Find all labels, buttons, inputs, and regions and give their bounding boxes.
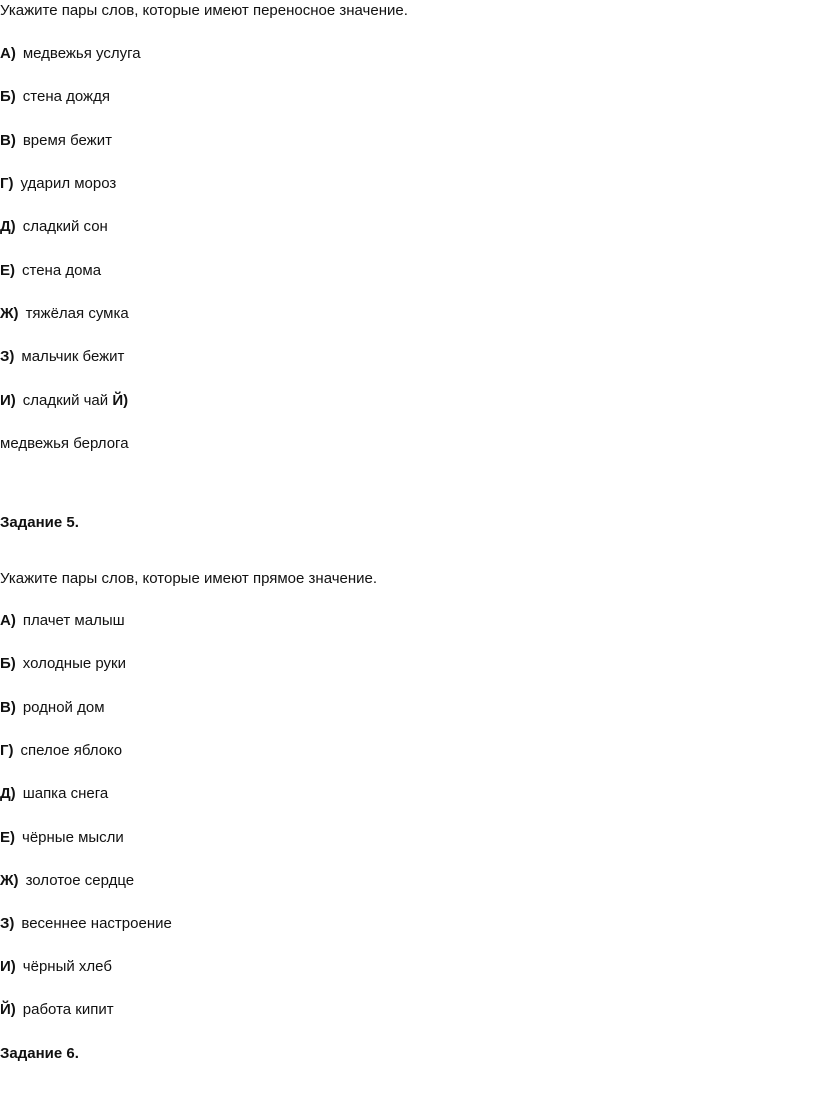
option-text: тяжёлая сумка <box>25 305 129 322</box>
option-letter: А) <box>0 45 16 62</box>
task6-heading: Задание 6. <box>0 1045 79 1062</box>
option-letter: И) <box>0 392 16 409</box>
option-text: сладкий сон <box>22 218 108 235</box>
option-letter: И) <box>0 958 16 975</box>
task5-option-j <box>0 1001 114 1019</box>
task5-option-b <box>0 655 126 673</box>
task4-option-g <box>0 175 116 193</box>
option-text: работа кипит <box>22 1001 114 1018</box>
option-text: спелое яблоко <box>20 742 123 759</box>
task4-option-zh <box>0 305 129 323</box>
option-text: время бежит <box>22 132 112 149</box>
option-letter: Е) <box>0 262 15 279</box>
option-letter: Г) <box>0 742 14 759</box>
option-text: мальчик бежит <box>21 348 125 365</box>
option-letter: В) <box>0 699 16 716</box>
option-letter: Ж) <box>0 872 19 889</box>
option-text: сладкий чай <box>22 392 109 409</box>
task4-instruction: Укажите пары слов, которые имеют переносное значение. <box>0 2 408 19</box>
task4-option-v <box>0 132 112 150</box>
task5-option-g <box>0 742 122 760</box>
option-letter: Б) <box>0 88 16 105</box>
option-text: ударил мороз <box>20 175 117 192</box>
option-letter: Ж) <box>0 305 19 322</box>
option-letter-trailing: Й) <box>112 392 129 409</box>
task5-option-i <box>0 958 112 976</box>
option-text: медвежья услуга <box>22 45 141 62</box>
option-text: родной дом <box>22 699 105 716</box>
option-letter: А) <box>0 612 16 629</box>
task4-option-a <box>0 45 141 63</box>
option-text: стена дождя <box>22 88 110 105</box>
task4-option-e <box>0 262 101 280</box>
option-letter: Е) <box>0 829 15 846</box>
option-text: весеннее настроение <box>21 915 172 932</box>
option-text: золотое сердце <box>25 872 135 889</box>
option-text: чёрный хлеб <box>22 958 112 975</box>
option-letter: Б) <box>0 655 16 672</box>
option-text: холодные руки <box>22 655 127 672</box>
option-letter: З) <box>0 348 15 365</box>
option-letter: Д) <box>0 785 16 802</box>
task4-option-i <box>0 392 128 410</box>
task5-option-e <box>0 829 124 847</box>
option-text: шапка снега <box>22 785 109 802</box>
task5-option-d <box>0 785 108 803</box>
task5-option-a <box>0 612 125 630</box>
option-letter: Г) <box>0 175 14 192</box>
task4-option-b <box>0 88 110 106</box>
task4-option-continuation: медвежья берлога <box>0 435 129 452</box>
option-letter: З) <box>0 915 15 932</box>
task5-option-z <box>0 915 172 933</box>
option-letter: Й) <box>0 1001 16 1018</box>
task4-option-z <box>0 348 124 366</box>
option-text: стена дома <box>22 262 102 279</box>
task4-option-d <box>0 218 108 236</box>
task5-option-v <box>0 699 105 717</box>
option-letter: Д) <box>0 218 16 235</box>
task5-heading: Задание 5. <box>0 514 79 531</box>
option-text: плачет малыш <box>22 612 125 629</box>
option-letter: В) <box>0 132 16 149</box>
option-text: чёрные мысли <box>22 829 124 846</box>
task5-option-zh <box>0 872 134 890</box>
task5-instruction: Укажите пары слов, которые имеют прямое значение. <box>0 570 378 587</box>
